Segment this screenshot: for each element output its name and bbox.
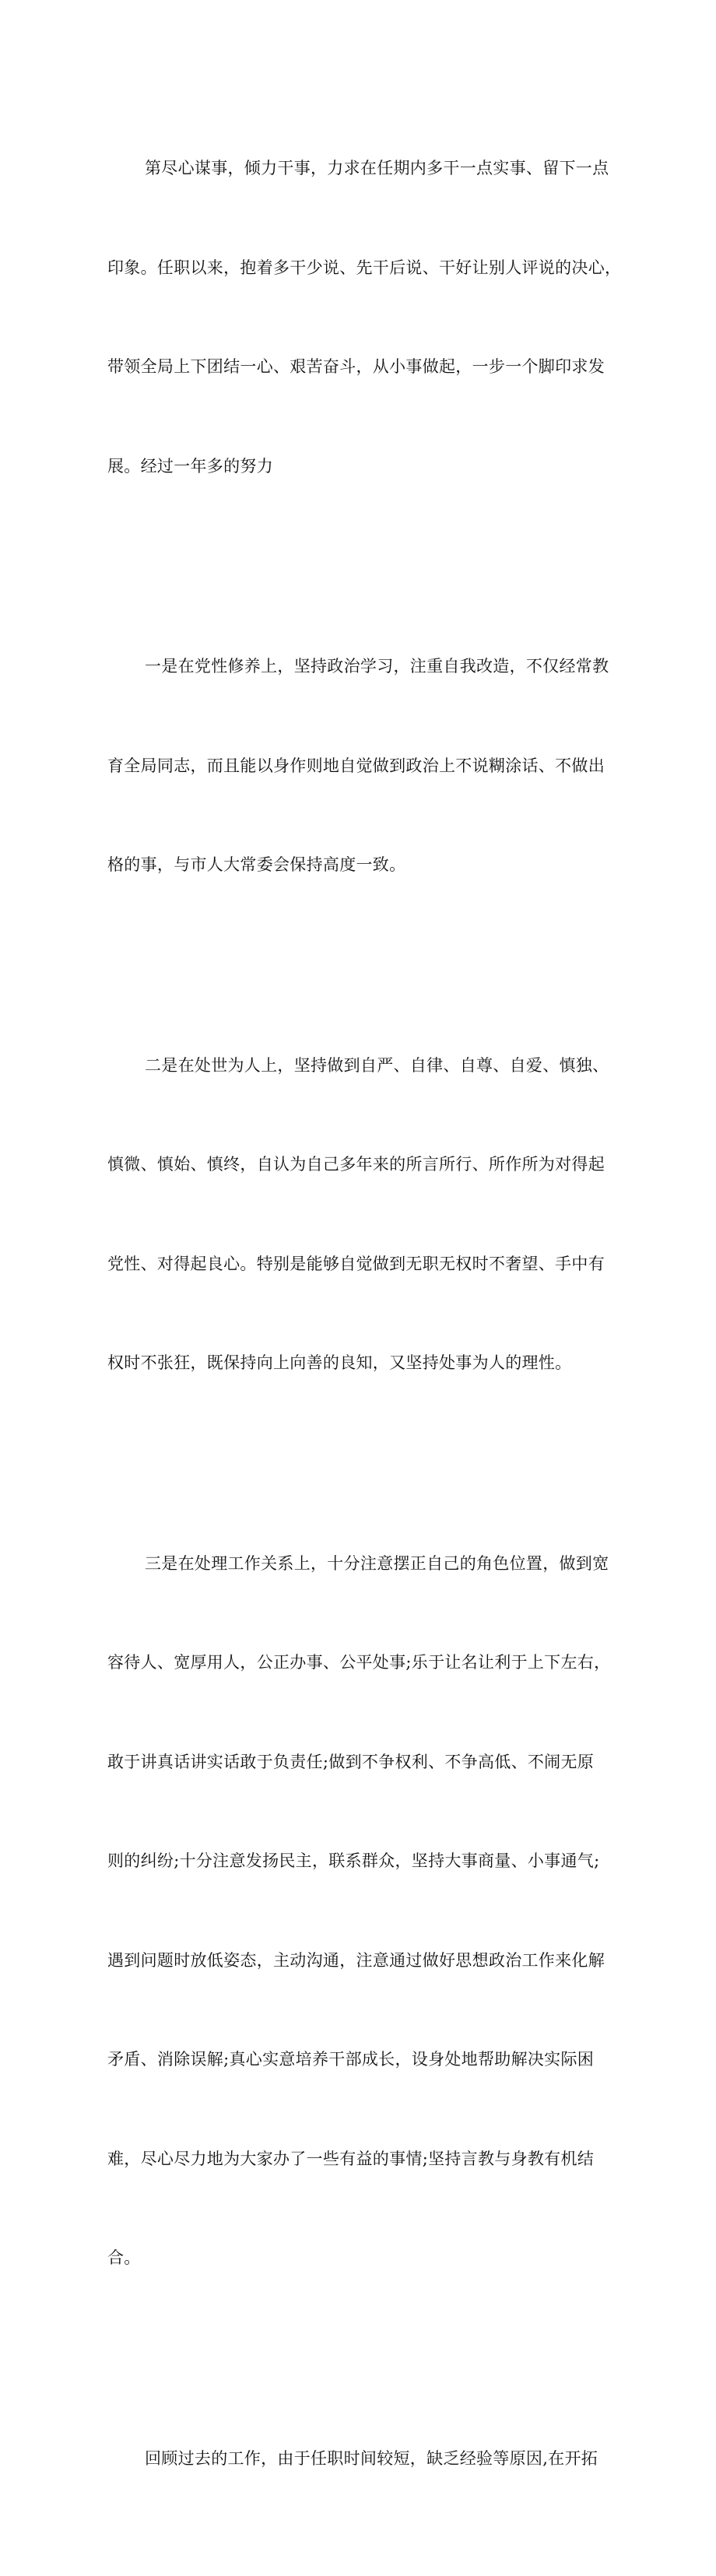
document-body	[107, 86, 630, 2576]
paragraph-line: 印象。任职以来，抱着多干少说、先干后说、干好让别人评说的决心，	[107, 258, 622, 277]
paragraph-line: 一是在党性修养上，坚持政治学习，注重自我改造，不仅经常教	[145, 657, 609, 676]
paragraph-line: 遇到问题时放低姿态，主动沟通，注意通过做好思想政治工作来化解	[107, 1950, 605, 1970]
paragraph-line: 容待人、宽厚用人，公正办事、公平处事;乐于让名让利于上下左右，	[107, 1653, 611, 1672]
paragraph-line: 难，尽心尽力地为大家办了一些有益的事情;坚持言教与身教有机结	[107, 2149, 595, 2168]
paragraph-line: 第尽心谋事，倾力干事，力求在任期内多干一点实事、留下一点	[145, 159, 609, 177]
paragraph-line: 权时不张狂，既保持向上向善的良知，又坚持处事为人的理性。	[107, 1353, 572, 1372]
paragraph-line: 合。	[107, 2248, 141, 2267]
paragraph-line: 格的事，与市人大常委会保持高度一致。	[107, 855, 406, 874]
paragraph-line: 慎微、慎始、慎终，自认为自己多年来的所言所行、所作所为对得起	[107, 1155, 605, 1174]
paragraph-line: 育全局同志，而且能以身作则地自觉做到政治上不说糊涂话、不做出	[107, 756, 605, 775]
paragraph-2	[107, 584, 630, 948]
paragraph-line: 三是在处理工作关系上，十分注意摆正自己的角色位置，做到宽	[145, 1553, 609, 1573]
paragraph-line: 党性、对得起良心。特别是能够自觉做到无职无权时不奢望、手中有	[107, 1254, 605, 1273]
paragraph-5	[107, 2376, 630, 2542]
paragraph-1	[107, 86, 630, 549]
paragraph-4	[107, 1481, 630, 2341]
paragraph-line: 矛盾、消除误解;真心实意培养干部成长，设身处地帮助解决实际困	[107, 2050, 595, 2069]
paragraph-line: 回顾过去的工作，由于任职时间较短，缺乏经验等原因,在开拓	[145, 2448, 598, 2468]
paragraph-line: 则的纠纷;十分注意发扬民主，联系群众，坚持大事商量、小事通气;	[107, 1851, 600, 1870]
paragraph-line: 展。经过一年多的努力	[107, 456, 273, 476]
paragraph-3	[107, 983, 630, 1446]
paragraph-line: 二是在处世为人上，坚持做到自严、自律、自尊、自爱、慎独、	[145, 1055, 609, 1075]
paragraph-line: 带领全局上下团结一心、艰苦奋斗，从小事做起，一步一个脚印求发	[107, 357, 605, 376]
paragraph-line: 敢于讲真话讲实话敢于负责任;做到不争权利、不争高低、不闹无原	[107, 1752, 595, 1771]
